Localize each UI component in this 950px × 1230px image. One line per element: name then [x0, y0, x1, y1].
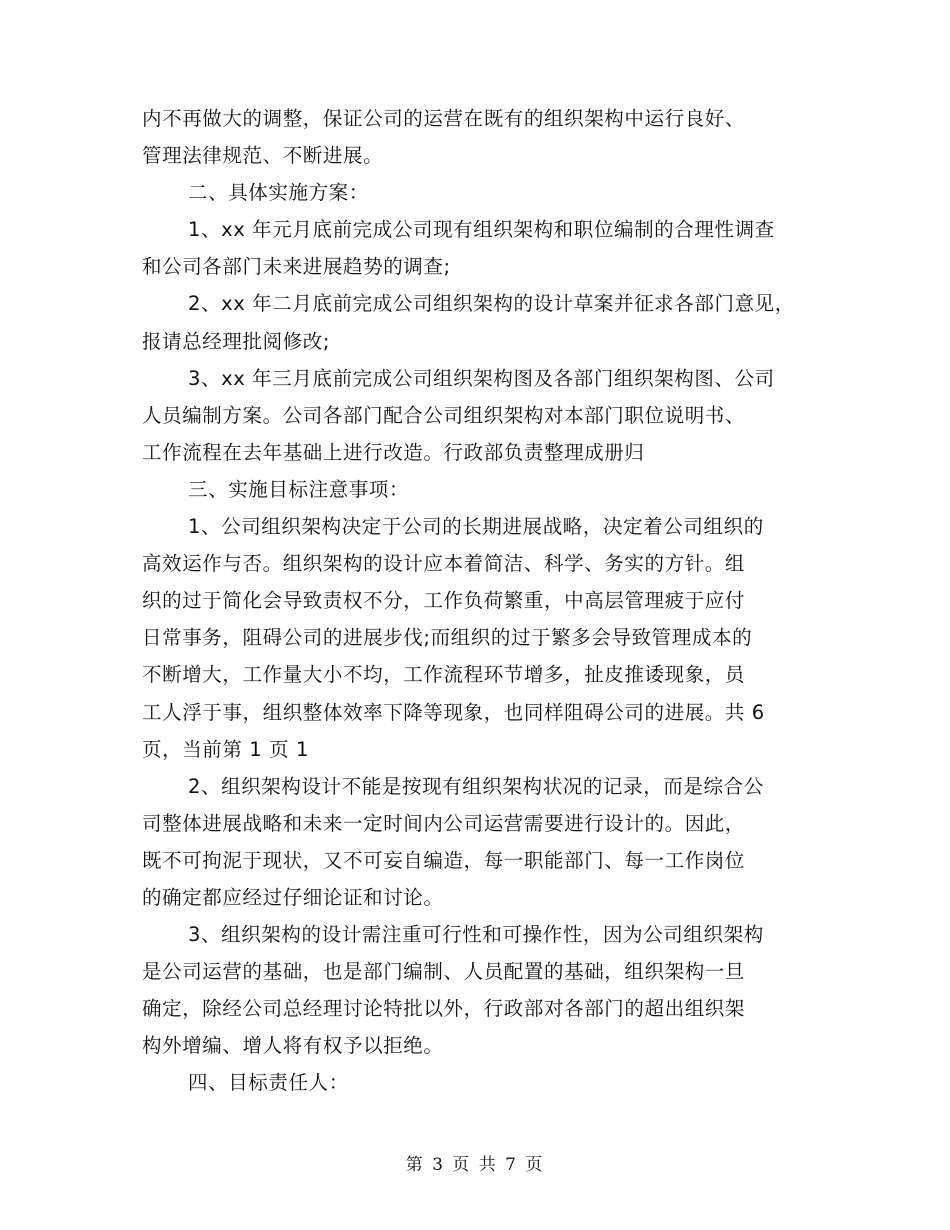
- document-body: [142, 100, 822, 1102]
- page-footer: 第 3 页 共 7 页: [405, 1155, 545, 1175]
- paragraph-start-line: 三、实施目标注意事项：: [188, 477, 410, 501]
- paragraph-line: 内不再做大的调整，保证公司的运营在既有的组织架构中运行良好、: [142, 107, 746, 130]
- paragraph-line: 司整体进展战略和未来一定时间内公司运营需要进行设计的。因此，: [142, 811, 746, 835]
- paragraph-line: 不断增大，工作量大小不均，工作流程环节增多，扯皮推诿现象，员: [142, 663, 746, 687]
- paragraph-line: 确定，除经公司总经理讨论特批以外，行政部对各部门的超出组织架: [142, 997, 746, 1021]
- paragraph-line: 既不可拘泥于现状，又不可妄自编造，每一职能部门、每一工作岗位: [142, 848, 746, 872]
- paragraph-line: 高效运作与否。组织架构的设计应本着简洁、科学、务实的方针。组: [142, 552, 746, 576]
- paragraph-line: 工作流程在去年基础上进行改造。行政部负责整理成册归: [142, 440, 645, 464]
- paragraph-line: 织的过于简化会导致责权不分，工作负荷繁重，中高层管理疲于应付: [142, 589, 746, 613]
- paragraph-start-line: 二、具体实施方案：: [188, 181, 369, 205]
- paragraph-start-line: 1、xx 年元月底前完成公司现有组织架构和职位编制的合理性调查: [188, 218, 775, 242]
- paragraph-line: 和公司各部门未来进展趋势的调查;: [142, 255, 451, 279]
- paragraph-start-line: 四、目标责任人：: [188, 1071, 349, 1095]
- paragraph-line: 是公司运营的基础，也是部门编制、人员配置的基础，组织架构一旦: [142, 960, 746, 984]
- paragraph-start-line: 3、xx 年三月底前完成公司组织架构图及各部门组织架构图、公司: [188, 366, 775, 390]
- paragraph-line: 日常事务，阻碍公司的进展步伐;而组织的过于繁多会导致管理成本的: [142, 626, 753, 650]
- paragraph-line: 构外增编、增人将有权予以拒绝。: [142, 1034, 444, 1058]
- paragraph-line: 工人浮于事，组织整体效率下降等现象，也同样阻碍公司的进展。共 6: [142, 700, 765, 724]
- paragraph-line: 报请总经理批阅修改;: [142, 329, 331, 353]
- paragraph-line: 的确定都应经过仔细论证和讨论。: [142, 885, 444, 909]
- paragraph-start-line: 1、公司组织架构决定于公司的长期进展战略，决定着公司组织的: [188, 515, 764, 539]
- paragraph-start-line: 3、组织架构的设计需注重可行性和可操作性，因为公司组织架构: [188, 923, 764, 947]
- paragraph-start-line: 2、xx 年二月底前完成公司组织架构的设计草案并征求各部门意见，: [188, 292, 795, 316]
- paragraph-line: 管理法律规范、不断进展。: [142, 144, 384, 168]
- paragraph-start-line: 2、组织架构设计不能是按现有组织架构状况的记录，而是综合公: [188, 774, 764, 798]
- paragraph-line: 页，当前第 1 页 1: [142, 737, 310, 761]
- paragraph-line: 人员编制方案。公司各部门配合公司组织架构对本部门职位说明书、: [142, 403, 746, 427]
